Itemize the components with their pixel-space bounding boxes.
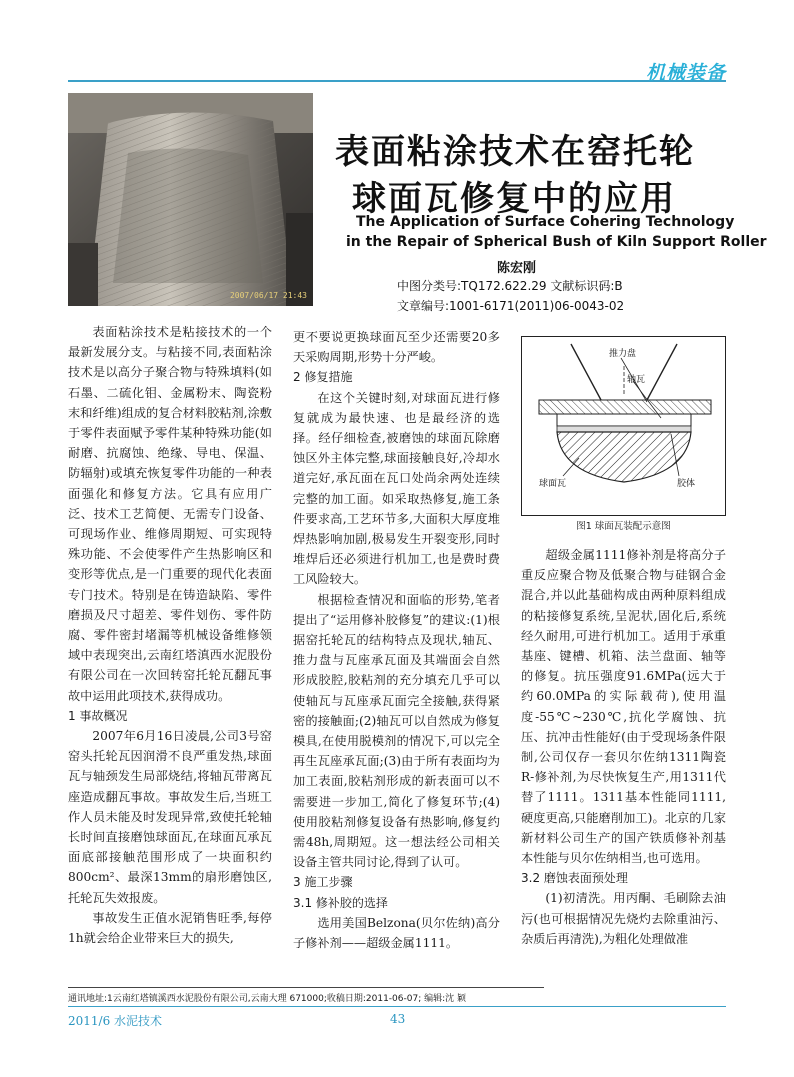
bush-shape bbox=[557, 414, 691, 426]
pretreatment-paragraph: (1)初清洗。用丙酮、毛刷除去油污(也可根据情况先烧灼去除重油污、杂质后再清洗),为粗化处理做准 bbox=[521, 891, 726, 946]
glue-choice-paragraph: 选用美国Belzona(贝尔佐纳)高分子修补剂——超级金属1111。 bbox=[293, 915, 500, 951]
thrust-disc-shape bbox=[539, 400, 711, 414]
photo-timestamp: 2007/06/17 21:43 bbox=[229, 291, 307, 300]
column-2 bbox=[293, 327, 500, 953]
classification-line: 中图分类号:TQ172.622.29 文献标识码:B bbox=[397, 279, 623, 293]
proposal-paragraph: 根据检查情况和面临的形势,笔者提出了“运用修补胶修复”的建议:(1)根据窑托轮瓦的结构特点及现状,轴瓦、推力盘与瓦座承瓦面及其端面会自然形成胶腔,胶粘剂的充分填充几乎可以使轴瓦与瓦座承瓦面完全接触,获得紧密的接触面;(2)轴瓦可以自然成为修复模具,在使用脱模剂的情况下,可以完全再生瓦座承瓦面;(3)由于所有表面均为加工表面,胶粘剂形成的新表面可以不需要进一步加工,简化了修复环节;(4)使用胶粘剂修复设备有热影响,修复约需48h,周期短。这一想法经公司相关设备主管共同讨论,得到了认可。 bbox=[293, 592, 500, 870]
heading-accident: 1 事故概况 bbox=[68, 708, 128, 723]
assembly-figure bbox=[521, 336, 726, 534]
section-tag: 机械装备 bbox=[645, 62, 726, 84]
author: 陈宏刚 bbox=[497, 261, 537, 276]
label-glue: 胶体 bbox=[677, 479, 696, 489]
assembly-diagram bbox=[521, 336, 726, 516]
title-en-line1: The Application of Surface Cohering Technology bbox=[356, 214, 735, 230]
heading-pretreatment: 3.2 磨蚀表面预处理 bbox=[521, 871, 628, 886]
material-paragraph: 超级金属1111修补剂是将高分子重反应聚合物及低聚合物与硅钢合金混合,并以此基础构成由两种原料组成的粘接修复系统,呈泥状,固化后,系统经久耐用,可进行机加工。适用于承重基座、键槽、机箱、法兰盘面、轴等的修复。抗压强度91.6MPa(远大于约60.0MPa的实际载荷),使用温度-55℃~230℃,抗化学腐蚀、抗压、抗冲击性能好(由于受现场条件限制,公司仅存一套贝尔佐纳1311陶瓷R-修补剂,为尽快恢复生产,用1311代替了1111。1311基本性能同1111,硬度更高,只能磨削加工)。北京的几家新材料公司生产的国产铁质修补剂基本性能与贝尔佐纳相当,也可选用。 bbox=[521, 548, 726, 866]
repair-photo bbox=[68, 93, 313, 306]
heading-measures: 2 修复措施 bbox=[293, 370, 353, 385]
page-number: 43 bbox=[390, 1012, 406, 1026]
article-number-line: 文章编号:1001-6171(2011)06-0043-02 bbox=[397, 299, 625, 313]
label-bush: 轴瓦 bbox=[627, 375, 646, 385]
figure-caption: 图1 球面瓦装配示意图 bbox=[576, 521, 671, 532]
measures-paragraph: 在这个关键时刻,对球面瓦进行修复就成为最快速、也是最经济的选择。经仔细检查,被磨蚀的球面瓦除磨蚀区外主体完整,球面接触良好,冷却水道完好,承瓦面在瓦口处尚余两处连续完整的加工面。如采取热修复,施工条件要求高,工艺环节多,大面积大厚度堆焊热影响加剧,极易发生开裂变形,同时堆焊后还必须进行机加工,也是费时费工风险较大。 bbox=[293, 390, 500, 587]
footnote: 通讯地址:1云南红塔镇溪西水泥股份有限公司,云南大理 671000;收稿日期:2011-06-07; 编辑:沈 颖 bbox=[68, 994, 466, 1004]
footnote-rule bbox=[68, 987, 544, 988]
heading-glue-choice: 3.1 修补胶的选择 bbox=[293, 895, 388, 910]
continued-paragraph: 更不要说更换球面瓦至少还需要20多天采购周期,形势十分严峻。 bbox=[293, 330, 500, 365]
intro-paragraph: 表面粘涂技术是粘接技术的一个最新发展分支。与粘接不同,表面粘涂技术是以高分子聚合物与特殊填料(如石墨、二硫化钼、金属粉末、陶瓷粉末和纤维)组成的复合材料胶粘剂,涂敷于零件表面赋予零件某种特殊功能(如耐磨、抗腐蚀、绝缘、导电、保温、防辐射)或填充恢复零件功能的一种表面强化和修复方法。它具有应用广泛、技术工艺简便、无需专门设备、可现场作业、维修周期短、可实现特殊功能、不会使零件产生热影响区和变形等优点,是一门重要的现代化表面专门技术。特别是在铸造缺陷、零件磨损及尺寸超差、零件划伤、零件防腐、零件密封堵漏等机械设备维修领域中表现突出,云南红塔滇西水泥股份有限公司在一次回转窑托轮瓦翻瓦事故中运用此项技术,获得成功。 bbox=[68, 325, 272, 703]
column-1 bbox=[68, 322, 272, 948]
label-thrust-disc: 推力盘 bbox=[609, 349, 637, 359]
heading-steps: 3 施工步骤 bbox=[293, 875, 353, 890]
title-en-line2: in the Repair of Spherical Bush of Kiln Support Roller bbox=[346, 234, 767, 250]
loss-paragraph: 事故发生正值水泥销售旺季,每停1h就会给企业带来巨大的损失, bbox=[68, 910, 272, 946]
photo-image bbox=[68, 93, 313, 306]
title-cn-line1: 表面粘涂技术在窑托轮 bbox=[335, 132, 695, 172]
spherical-bush-shape bbox=[557, 432, 691, 482]
glue-layer-shape bbox=[557, 426, 691, 432]
accident-paragraph: 2007年6月16日凌晨,公司3号窑窑头托轮瓦因润滑不良严重发热,球面瓦与轴颈发生局部烧结,将轴瓦带离瓦座造成翻瓦事故。事故发生后,当班工作人员未能及时发现异常,致使托轮轴长时间直接磨蚀球面瓦,在球面瓦承瓦面底部接触范围形成了一块面积约800cm²、最深13mm的扇形磨蚀区,托轮瓦失效报废。 bbox=[68, 729, 272, 905]
label-spherical-bush: 球面瓦 bbox=[539, 479, 567, 489]
column-3 bbox=[521, 545, 726, 949]
journal-name: 2011/6 水泥技术 bbox=[68, 1014, 163, 1028]
title-cn-line2: 球面瓦修复中的应用 bbox=[352, 179, 676, 219]
footer-rule bbox=[68, 1006, 726, 1007]
